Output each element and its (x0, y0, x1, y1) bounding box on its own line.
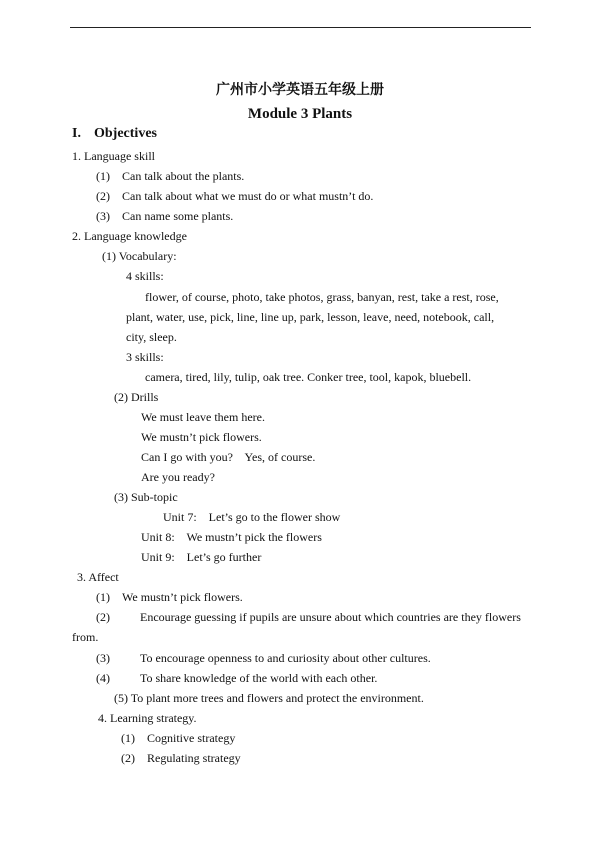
title-chinese: 广州市小学英语五年级上册 (216, 82, 384, 98)
section-number: I. (72, 126, 81, 141)
list-item (96, 610, 521, 624)
list-item (96, 651, 431, 665)
item-text: Can talk about the plants. (122, 169, 245, 183)
list-item (96, 671, 377, 685)
heading-affect: 3. Affect (77, 570, 119, 584)
heading-learning-strategy: 4. Learning strategy. (98, 711, 197, 725)
list-item (121, 731, 235, 745)
list-item (96, 590, 243, 604)
unit-line: Unit 8: We mustn’t pick the flowers (141, 530, 322, 544)
item-text: Regulating strategy (147, 751, 241, 765)
item-text: Can talk about what we must do or what mustn’t do. (122, 189, 374, 203)
unit-line: Unit 9: Let’s go further (141, 550, 262, 564)
list-item (96, 209, 233, 223)
item-text: To share knowledge of the world with each other. (140, 671, 378, 685)
list-item (121, 751, 241, 765)
vocab-line: camera, tired, lily, tulip, oak tree. Conker tree, tool, kapok, bluebell. (145, 370, 472, 384)
item-number: (3) (96, 209, 110, 223)
vocab-line: plant, water, use, pick, line, line up, park, lesson, leave, need, notebook, call, (126, 310, 495, 324)
item-text: Cognitive strategy (147, 731, 236, 745)
list-item (96, 189, 373, 203)
heading-vocabulary: (1) Vocabulary: (102, 249, 177, 263)
item-number: (1) (96, 590, 110, 604)
item-number: (2) (96, 189, 110, 203)
drill-line: We mustn’t pick flowers. (141, 430, 262, 444)
vocab-line: city, sleep. (126, 330, 177, 344)
list-item: (5) To plant more trees and flowers and protect the environment. (114, 691, 424, 705)
section-heading-objectives (72, 127, 157, 141)
heading-language-knowledge: 2. Language knowledge (72, 229, 187, 243)
label-three-skills: 3 skills: (126, 350, 164, 364)
heading-subtopic: (3) Sub-topic (114, 490, 178, 504)
item-number: (2) (121, 751, 135, 765)
list-item (96, 169, 244, 183)
item-number: (3) (96, 651, 110, 665)
heading-drills: (2) Drills (114, 390, 159, 404)
item-text: Encourage guessing if pupils are unsure about which countries are they flowers (140, 610, 521, 624)
item-number: (1) (121, 731, 135, 745)
item-text: To encourage openness to and curiosity about other cultures. (140, 651, 431, 665)
item-text-continued: from. (72, 630, 99, 644)
item-text: We mustn’t pick flowers. (122, 590, 243, 604)
title-module: Module 3 Plants (247, 106, 353, 122)
heading-language-skill: 1. Language skill (72, 149, 155, 163)
drill-line: Can I go with you? Yes, of course. (141, 450, 316, 464)
vocab-line: flower, of course, photo, take photos, grass, banyan, rest, take a rest, rose, (145, 290, 499, 304)
item-number: (2) (96, 610, 110, 624)
item-number: (4) (96, 671, 110, 685)
item-number: (1) (96, 169, 110, 183)
item-text: Can name some plants. (122, 209, 234, 223)
header-rule (70, 27, 531, 28)
drill-line: We must leave them here. (141, 410, 265, 424)
drill-line: Are you ready? (141, 470, 215, 484)
unit-line: Unit 7: Let’s go to the flower show (163, 510, 341, 524)
label-four-skills: 4 skills: (126, 269, 164, 283)
section-title: Objectives (94, 126, 157, 141)
